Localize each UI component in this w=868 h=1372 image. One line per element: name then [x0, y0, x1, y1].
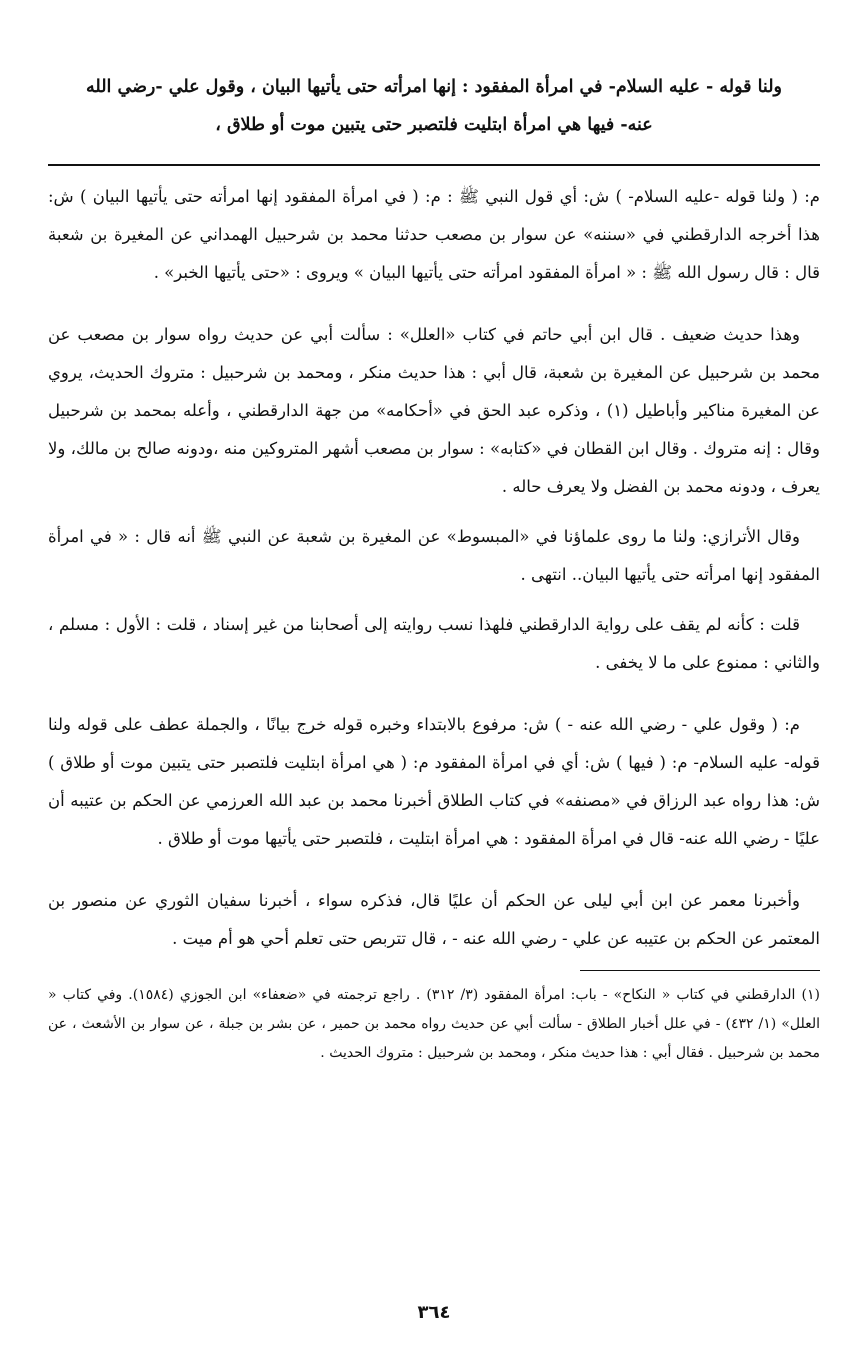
commentary-paragraph-1: م: ( ولنا قوله -عليه السلام- ) ش: أي قول النبي ﷺ : م: ( في امرأة المفقود إنها امرأته حتى يأتيها البيان ) ش: هذا أخرجه الدارقطني في «سننه» عن سوار بن مصعب حدثنا محمد بن شرحبيل الهمداني عن المغيرة بن شعبة قال : قال رسول الله ﷺ : « امرأة المفقود امرأته حتى يأتيها البيان » ويروى : «حتى يأتيها الخبر» .	[48, 187, 820, 282]
page-number: ٣٦٤	[417, 1302, 451, 1323]
commentary-paragraph-6: وأخبرنا معمر عن ابن أبي ليلى عن الحكم أن عليًا قال، فذكره سواء ، أخبرنا سفيان الثوري عن منصور بن المعتمر عن الحكم بن عتيبه عن علي - رضي الله عنه - ، قال تتربص حتى تعلم أحي هو أم ميت .	[48, 891, 820, 948]
commentary	[48, 178, 820, 958]
matn-line-2: عنه- فيها هي امرأة ابتليت فلتصبر حتى يتبين موت أو طلاق ،	[215, 115, 653, 135]
footnote-divider	[580, 970, 820, 971]
commentary-paragraph-4: قلت : كأنه لم يقف على رواية الدارقطني فلهذا نسب روايته إلى أصحابنا من غير إسناد ، قلت : الأول : مسلم ، والثاني : ممنوع على ما لا يخفى .	[48, 615, 820, 672]
matn-line-1: ولنا قوله - عليه السلام- في امرأة المفقود : إنها امرأته حتى يأتيها البيان ، وقول علي -رضي الله	[86, 77, 782, 97]
top-divider	[48, 164, 820, 166]
footnotes	[48, 981, 820, 1068]
page-body	[48, 68, 820, 1068]
commentary-paragraph-2: وهذا حديث ضعيف . قال ابن أبي حاتم في كتاب «العلل» : سألت أبي عن حديث رواه سوار بن مصعب عن محمد بن شرحبيل عن المغيرة بن شعبة، قال أبي : هذا حديث منكر ، ومحمد بن شرحبيل : متروك الحديث، يروي عن المغيرة مناكير وأباطيل (١) ، وذكره عبد الحق في «أحكامه» من جهة الدارقطني ، وأعله بمحمد بن شرحبيل وقال : إنه متروك . وقال ابن القطان في «كتابه» : سوار بن مصعب أشهر المتروكين منه ،ودونه صالح بن مالك، ولا يعرف ، ودونه محمد بن الفضل ولا يعرف حاله .	[48, 325, 820, 496]
footnote-1: (١) الدارقطني في كتاب « النكاح» - باب: امرأة المفقود (٣/ ٣١٢) . راجع ترجمته في «ضعفاء» ابن الجوزي (١٥٨٤). وفي كتاب « العلل» (١/ ٤٣٢) - في علل أخبار الطلاق - سألت أبي عن حديث رواه محمد بن حمير ، عن بشر بن جبلة ، عن سوار بن الأشعث ، عن محمد بن شرحبيل . فقال أبي : هذا حديث منكر ، ومحمد بن شرحبيل : متروك الحديث .	[48, 987, 821, 1061]
commentary-paragraph-5: م: ( وقول علي - رضي الله عنه - ) ش: مرفوع بالابتداء وخبره قوله خرج بيانًا ، والجملة عطف على قوله ولنا قوله- عليه السلام- م: ( فيها ) ش: أي في امرأة المفقود م: ( هي امرأة ابتليت فلتصبر حتى يتبين موت أو طلاق ) ش: هذا رواه عبد الرزاق في «مصنفه» في كتاب الطلاق أخبرنا محمد بن عبد الله العرزمي عن الحكم بن عتيبه أن عليًا - رضي الله عنه- قال في امرأة المفقود : هي امرأة ابتليت ، فلتصبر حتى يأتيها موت أو طلاق .	[48, 715, 820, 848]
matn-text	[48, 68, 820, 144]
footnote-divider-wrap	[48, 970, 820, 971]
commentary-paragraph-3: وقال الأترازي: ولنا ما روى علماؤنا في «المبسوط» عن المغيرة بن شعبة عن النبي ﷺ أنه قال : « في امرأة المفقود إنها امرأته حتى يأتيها البيان.. انتهى .	[48, 527, 820, 584]
